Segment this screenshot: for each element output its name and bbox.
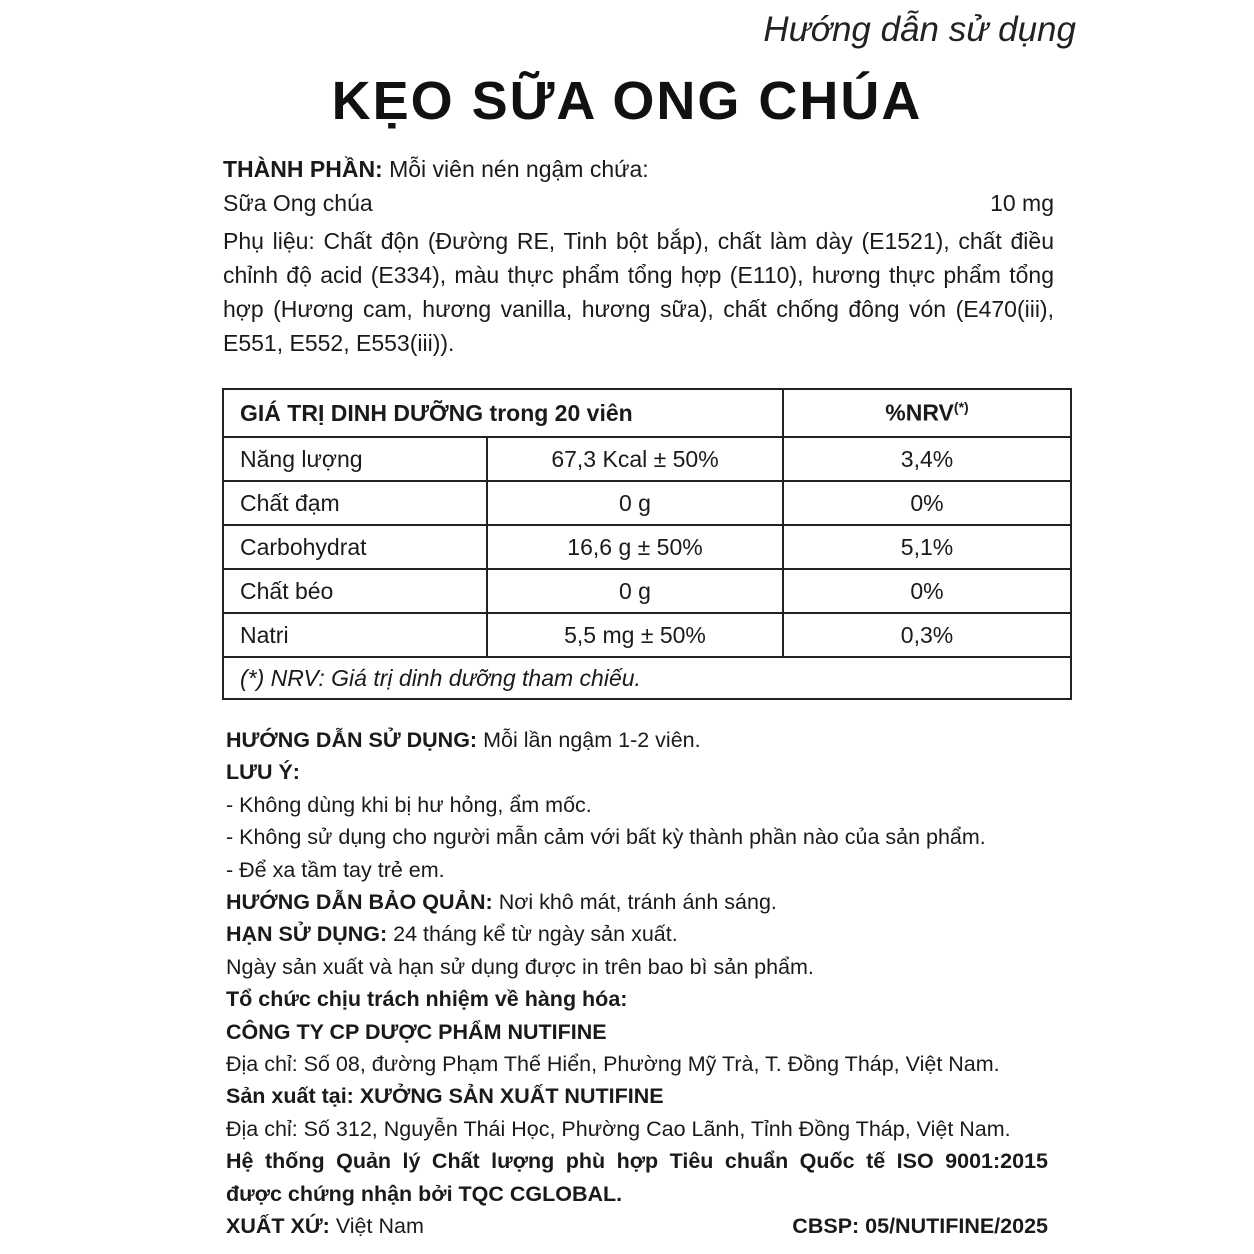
origin-line [226, 1210, 1048, 1242]
ingredients-section [223, 152, 1054, 360]
nutrient-amount: 67,3 Kcal ± 50% [487, 437, 783, 481]
responsible-line [226, 983, 1048, 1015]
nutrition-footnote: (*) NRV: Giá trị dinh dưỡng tham chiếu. [223, 657, 1071, 699]
nutrient-nrv: 0% [783, 569, 1071, 613]
quality-text-2: được chứng nhận bởi TQC CGLOBAL. [226, 1181, 623, 1206]
nutrition-table [222, 388, 1072, 700]
cbsp-code: CBSP: 05/NUTIFINE/2025 [792, 1214, 1048, 1239]
ingredients-label: THÀNH PHẦN: [223, 156, 383, 182]
nutrient-nrv: 5,1% [783, 525, 1071, 569]
origin-label: XUẤT XỨ: [226, 1214, 330, 1239]
nutrient-nrv: 3,4% [783, 437, 1071, 481]
nutrient-amount: 0 g [487, 569, 783, 613]
table-row [223, 525, 1071, 569]
storage-text: Nơi khô mát, tránh ánh sáng. [498, 890, 777, 915]
nutrient-amount: 16,6 g ± 50% [487, 525, 783, 569]
directions-label: HƯỚNG DẪN SỬ DỤNG: [226, 728, 478, 752]
nutrient-name: Năng lượng [223, 437, 487, 481]
storage-line [226, 886, 1048, 918]
expiry-text: 24 tháng kể từ ngày sản xuất. [393, 922, 678, 947]
main-ingredient-name: Sữa Ong chúa [223, 190, 373, 216]
usage-section [226, 724, 1048, 1243]
company-address: Địa chỉ: Số 08, đường Phạm Thế Hiển, Phường Mỹ Trà, T. Đồng Tháp, Việt Nam. [226, 1052, 1000, 1077]
nutrition-header-right [783, 389, 1071, 437]
factory-address: Địa chỉ: Số 312, Nguyễn Thái Học, Phường Cao Lãnh, Tỉnh Đồng Tháp, Việt Nam. [226, 1116, 1011, 1141]
main-ingredient-amount: 10 mg [990, 190, 1054, 216]
notes-label-line [226, 756, 1048, 788]
origin-group [226, 1210, 424, 1242]
nutrition-header-row [223, 389, 1071, 437]
nutrient-name: Chất đạm [223, 481, 487, 525]
table-row [223, 569, 1071, 613]
nutrient-nrv: 0% [783, 481, 1071, 525]
factory-name: XƯỞNG SẢN XUẤT NUTIFINE [359, 1084, 664, 1109]
factory-line [226, 1080, 1048, 1112]
nrv-header-sup: (*) [953, 399, 969, 416]
quality-line-1 [226, 1145, 1048, 1177]
product-title: KẸO SỮA ONG CHÚA [331, 71, 923, 131]
ingredients-intro-text: Mỗi viên nén ngậm chứa: [389, 156, 649, 182]
document-type: Hướng dẫn sử dụng [763, 10, 1076, 49]
expiry-label: HẠN SỬ DỤNG: [226, 922, 388, 947]
notes-label: LƯU Ý: [226, 760, 300, 785]
origin-text: Việt Nam [335, 1214, 424, 1239]
company-name: CÔNG TY CP DƯỢC PHẨM NUTIFINE [226, 1019, 607, 1044]
nutrition-header-left: GIÁ TRỊ DINH DƯỠNG trong 20 viên [223, 389, 783, 437]
directions-text: Mỗi lần ngậm 1-2 viên. [483, 728, 701, 752]
nutrition-footnote-row [223, 657, 1071, 699]
nutrient-name: Carbohydrat [223, 525, 487, 569]
nutrient-name: Natri [223, 613, 487, 657]
note-item: - Không dùng khi bị hư hỏng, ẩm mốc. [226, 792, 592, 817]
nutrient-name: Chất béo [223, 569, 487, 613]
excipients-text: Phụ liệu: Chất độn (Đường RE, Tinh bột bắp), chất làm dày (E1521), chất điều chỉnh độ acid (E334), màu thực phẩm tổng hợp (E110), hương thực phẩm tổng hợp (Hương cam, hương vanilla, hương sữa), chất chống đông vón (E470(iii), E551, E552, E553(iii)). [223, 228, 1054, 356]
note-item: - Để xa tầm tay trẻ em. [226, 857, 445, 882]
expiry-line [226, 918, 1048, 950]
storage-label: HƯỚNG DẪN BẢO QUẢN: [226, 890, 493, 915]
table-row [223, 613, 1071, 657]
nrv-header-text: %NRV [885, 399, 954, 426]
company-line [226, 1016, 1048, 1048]
factory-label: Sản xuất tại: [226, 1084, 354, 1109]
table-row [223, 437, 1071, 481]
print-note: Ngày sản xuất và hạn sử dụng được in trên bao bì sản phẩm. [226, 954, 814, 979]
table-row [223, 481, 1071, 525]
nutrient-nrv: 0,3% [783, 613, 1071, 657]
main-ingredient-row [223, 186, 1054, 220]
directions-line [226, 724, 1048, 756]
nutrient-amount: 5,5 mg ± 50% [487, 613, 783, 657]
ingredients-intro [223, 152, 1054, 186]
nutrient-amount: 0 g [487, 481, 783, 525]
quality-text-1: Hệ thống Quản lý Chất lượng phù hợp Tiêu chuẩn Quốc tế ISO 9001:2015 [226, 1149, 1048, 1174]
note-item: - Không sử dụng cho người mẫn cảm với bất kỳ thành phần nào của sản phẩm. [226, 825, 986, 850]
quality-line-2 [226, 1178, 1048, 1210]
responsible-label: Tổ chức chịu trách nhiệm về hàng hóa: [226, 987, 628, 1012]
